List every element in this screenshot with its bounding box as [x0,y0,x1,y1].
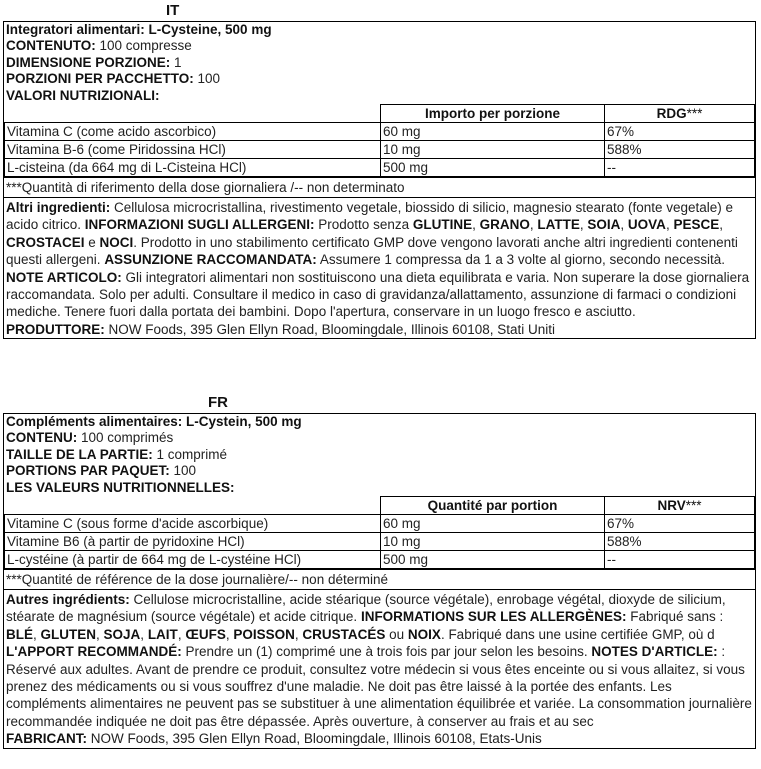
fr-info-content-value: 100 comprimés [77,430,174,446]
paragraph-bold-segment: GLUTEN [40,626,97,642]
paragraph-text-segment: , [294,626,303,642]
it-label [3,21,756,339]
paragraph-bold-segment: ASSUNZIONE RACCOMANDATA: [104,252,317,268]
paragraph-bold-segment: INFORMATIONS SUR LES ALLERGÈNES: [360,609,627,625]
fr-info-serving-size [4,447,755,463]
nutrient-amount: 10 mg [381,140,605,158]
it-info-content-label: CONTENUTO: [6,38,96,54]
nutrient-ref: 67% [605,122,755,140]
paragraph-text-segment: Prendre un (1) comprimé une à trois fois par jour selon les besoins. [181,644,592,660]
paragraph-bold-segment: NOTES D'ARTICLE: [591,644,718,660]
paragraph-bold-segment: LAIT [147,626,178,642]
paragraph-bold-segment: CRUSTACÉS [302,626,386,642]
fr-title: Compléments alimentaires: L-Cystein, 500 mg [6,414,302,429]
fr-producer [4,731,755,747]
nutrient-ref: 588% [605,140,755,158]
fr-nutrition-table [4,496,755,569]
paragraph-bold-segment: INFORMAZIONI SUGLI ALLERGENI: [84,217,315,233]
it-producer-value: NOW Foods, 395 Glen Ellyn Road, Bloomingdale, Illinois 60108, Stati Uniti [104,321,555,337]
fr-heading: FR [208,394,228,411]
table-header-blank [5,104,381,122]
paragraph-text-segment: , [225,626,234,642]
fr-info-servings [4,463,755,479]
fr-label [3,413,756,749]
nutrient-name: Vitamina C (come acido ascorbico) [5,122,381,140]
table-row [5,122,755,140]
it-info-content-value: 100 compresse [95,38,192,54]
paragraph-bold-segment: NOIX [407,626,441,642]
fr-producer-value: NOW Foods, 395 Glen Ellyn Road, Bloomingdale, Illinois 60108, Etats-Unis [87,731,542,747]
nutrient-amount: 500 mg [381,158,605,176]
nutrient-amount: 60 mg [381,122,605,140]
paragraph-text-segment: , [33,626,41,642]
table-row [5,514,755,532]
table-header-ref-label: RDG [656,105,687,121]
paragraph-bold-segment: GRANO [479,217,530,233]
table-header-amount: Quantité par portion [381,496,605,514]
it-info-serving-size [4,55,755,71]
it-info-servings [4,71,755,87]
paragraph-text-segment: , [472,217,480,233]
paragraph-bold-segment: UOVA [627,217,666,233]
nutrient-amount: 60 mg [381,514,605,532]
fr-info-serving-size-value: 1 comprimé [152,446,228,462]
nutrient-name: Vitamine B6 (à partir de pyridoxine HCl) [5,532,381,550]
table-header-ref-mark: *** [685,497,702,513]
fr-info-serving-size-label: TAILLE DE LA PARTIE: [6,446,153,462]
it-values-title: VALORI NUTRIZIONALI: [6,87,160,103]
table-header-row [5,496,755,514]
nutrient-name: L-cystéine (à partir de 664 mg de L-cystéine HCl) [5,550,381,568]
it-footnote: ***Quantità di riferimento della dose giornaliera /-- non determinato [4,177,755,197]
paragraph-bold-segment: PESCE [673,217,720,233]
paragraph-text-segment: Cellulose microcristalline, acide stéarique (source végétale), enrobage végétal, dioxyde de silicium, stéarate de magnésium (source végétale) et acide citrique. [6,591,726,625]
table-row [5,550,755,568]
paragraph-text-segment: Assumere 1 compressa da 1 a 3 volte al giorno, secondo necessità. [316,252,726,268]
paragraph-text-segment: Prodotto senza [314,217,413,233]
fr-info-content [4,430,755,446]
paragraph-text-segment: Gli integratori alimentari non sostituiscono una dieta equilibrata e varia. Non superare la dose giornaliera raccomandata. Solo per adulti. Consultare il medico in caso di gravidanza/allattamento, assunzione di farmaci o condizioni mediche. Tenere fuori dalla portata dei bambini. Dopo l'apertura, conservare in un luogo fresco e asciutto. [6,269,750,320]
nutrient-amount: 10 mg [381,532,605,550]
it-info-serving-size-label: DIMENSIONE PORZIONE: [6,54,171,70]
table-header-ref-mark: *** [686,105,703,121]
fr-producer-label: FABRICANT: [6,731,87,747]
it-info-serving-size-value: 1 [170,54,182,70]
paragraph-text-segment: , [719,217,723,233]
paragraph-text-segment: , [177,626,186,642]
nutrient-ref: -- [605,550,755,568]
paragraph-text-segment: , [140,626,148,642]
paragraph-bold-segment: SOIA [587,217,621,233]
table-header-blank [5,496,381,514]
table-header-row [5,104,755,122]
it-title: Integratori alimentari: L-Cysteine, 500 mg [6,22,272,37]
paragraph-text-segment: . Prodotto in uno stabilimento certificato GMP dove vengono lavorati anche altri ingredienti contenenti questi allergeni. [6,234,738,268]
paragraph-text-segment: , [665,217,674,233]
it-info-content [4,38,755,54]
nutrient-ref: -- [605,158,755,176]
it-nutrition-table [4,104,755,177]
table-row [5,532,755,550]
paragraph-text-segment: e [84,234,100,250]
paragraph-text-segment: , [620,217,628,233]
paragraph-bold-segment: CROSTACEI [6,234,85,250]
table-header-ref [605,104,755,122]
paragraph-bold-segment: Altri ingredienti: [6,199,111,215]
paragraph-bold-segment: LATTE [537,217,580,233]
fr-ingredients-paragraph [4,589,755,731]
paragraph-bold-segment: SOJA [103,626,141,642]
fr-info-content-label: CONTENU: [6,430,78,446]
nutrient-amount: 500 mg [381,550,605,568]
paragraph-text-segment: , [579,217,588,233]
it-heading: IT [166,2,180,19]
paragraph-text-segment: , [96,626,104,642]
it-info-servings-label: PORZIONI PER PACCHETTO: [6,71,194,87]
paragraph-bold-segment: NOTE ARTICOLO: [6,269,122,285]
paragraph-text-segment: Cellulosa microcristallina, rivestimento vegetale, biossido di silicio, magnesio stearato (fonte vegetale) e acido citrico. [6,199,734,233]
fr-info-servings-label: PORTIONS PAR PAQUET: [6,463,170,479]
it-producer [4,322,755,338]
table-row [5,140,755,158]
paragraph-bold-segment: POISSON [233,626,295,642]
fr-values-title: LES VALEURS NUTRITIONNELLES: [6,479,235,495]
paragraph-text-segment: : Réservé aux adultes. Avant de prendre ce produit, consultez votre médecin si vous êtes enceinte ou si vous allaitez, si vous prenez des médicaments ou si vous souffrez d'une maladie. Ne doit pas être laissé à la portée des enfants. Les compléments alimentaires ne peuvent pas se substituer à une alimentation équilibrée et variée. La consommation journalière recommandée indiquée ne doit pas être dépassée. Après ouverture, à conserver au frais et au sec [6,644,752,729]
table-header-amount: Importo per porzione [381,104,605,122]
fr-info-servings-value: 100 [169,463,197,479]
it-producer-label: PRODUTTORE: [6,321,105,337]
nutrient-name: Vitamina B-6 (come Piridossina HCl) [5,140,381,158]
paragraph-bold-segment: L'APPORT RECOMMANDÉ: [6,644,182,660]
nutrient-ref: 67% [605,514,755,532]
table-row [5,158,755,176]
paragraph-text-segment: , [529,217,538,233]
paragraph-text-segment: Fabriqué sans : [626,609,724,625]
it-ingredients-paragraph [4,197,755,322]
paragraph-text-segment: . Fabriqué dans une usine certifiée GMP, où d [440,626,715,642]
fr-footnote: ***Quantité de référence de la dose journalière/-- non déterminé [4,569,755,589]
nutrient-ref: 588% [605,532,755,550]
paragraph-bold-segment: Autres ingrédients: [6,591,130,607]
table-header-ref [605,496,755,514]
table-header-ref-label: NRV [657,497,686,513]
nutrient-name: L-cisteina (da 664 mg di L-Cisteina HCl) [5,158,381,176]
paragraph-bold-segment: NOCI [99,234,134,250]
paragraph-bold-segment: BLÉ [6,626,33,642]
paragraph-bold-segment: ŒUFS [185,626,226,642]
nutrient-name: Vitamine C (sous forme d'acide ascorbique) [5,514,381,532]
paragraph-bold-segment: GLUTINE [412,217,473,233]
it-info-servings-value: 100 [193,71,221,87]
paragraph-text-segment: ou [385,626,408,642]
